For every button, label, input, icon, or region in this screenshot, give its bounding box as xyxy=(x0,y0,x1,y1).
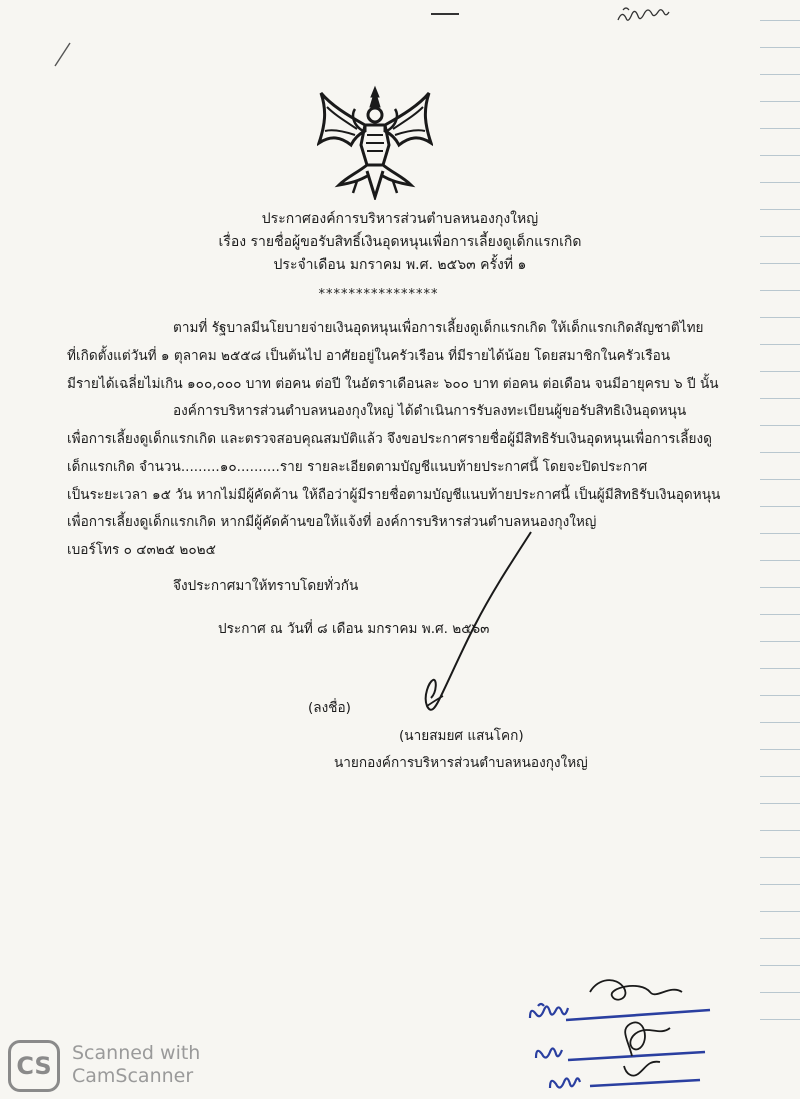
announcement-date: ประกาศ ณ วันที่ ๘ เดือน มกราคม พ.ศ. ๒๕๖๓ xyxy=(218,621,490,637)
camscanner-logo-icon: CS xyxy=(8,1040,60,1092)
paragraph-2-line-6: เบอร์โทร ๐ ๔๓๒๕ ๒๐๒๕ xyxy=(67,542,216,558)
watermark-line-2: CamScanner xyxy=(72,1065,194,1087)
handwritten-signature xyxy=(403,530,533,715)
paragraph-1-line-3: มีรายได้เฉลี่ยไม่เกิน ๑๐๐,๐๐๐ บาท ต่อคน ต่อปี ในอัตราเดือนละ ๖๐๐ บาท ต่อคน ต่อเดือน จนมีอายุครบ ๖ ปี นั้น xyxy=(67,376,719,392)
title-line-organization: ประกาศองค์การบริหารส่วนตำบลหนองกุงใหญ่ xyxy=(261,211,539,227)
paragraph-2-line-5: เพื่อการเลี้ยงดูเด็กแรกเกิด หากมีผู้คัดค้านขอให้แจ้งที่ องค์การบริหารส่วนตำบลหนองกุงใหญ่ xyxy=(67,514,597,530)
signer-name: (นายสมยศ แสนโคก) xyxy=(399,728,524,744)
notebook-rule-lines xyxy=(760,20,800,1080)
sign-label: (ลงชื่อ) xyxy=(308,700,351,716)
title-line-period: ประจำเดือน มกราคม พ.ศ. ๒๕๖๓ ครั้งที่ ๑ xyxy=(273,257,527,273)
paragraph-1-line-2: ที่เกิดตั้งแต่วันที่ ๑ ตุลาคม ๒๕๕๘ เป็นต้นไป อาศัยอยู่ในครัวเรือน ที่มีรายได้น้อย โดยสมาชิกในครัวเรือน xyxy=(67,348,671,364)
star-separator: **************** xyxy=(318,287,439,302)
garuda-emblem-icon xyxy=(317,85,433,200)
pencil-stroke-mark xyxy=(50,40,74,70)
initials-stamp xyxy=(520,970,720,1095)
closing-statement: จึงประกาศมาให้ทราบโดยทั่วกัน xyxy=(173,578,359,594)
title-line-subject: เรื่อง รายชื่อผู้ขอรับสิทธิ์เงินอุดหนุนเพื่อการเลี้ยงดูเด็กแรกเกิด xyxy=(218,234,582,250)
paragraph-2-line-4: เป็นระยะเวลา ๑๕ วัน หากไม่มีผู้คัดค้าน ให้ถือว่าผู้มีรายชื่อตามบัญชีแนบท้ายประกาศนี้ เป็นผู้มีสิทธิรับเงินอุดหนุน xyxy=(67,487,721,503)
paragraph-1-line-1: ตามที่ รัฐบาลมีนโยบายจ่ายเงินอุดหนุนเพื่อการเลี้ยงดูเด็กแรกเกิด ให้เด็กแรกเกิดสัญชาติไทย xyxy=(173,320,704,336)
paragraph-2-line-1: องค์การบริหารส่วนตำบลหนองกุงใหญ่ ได้ดำเนินการรับลงทะเบียนผู้ขอรับสิทธิเงินอุดหนุน xyxy=(173,403,687,419)
signer-position: นายกองค์การบริหารส่วนตำบลหนองกุงใหญ่ xyxy=(334,755,588,771)
camscanner-watermark xyxy=(72,1042,200,1088)
handwritten-corner-note xyxy=(615,2,675,32)
watermark-line-1: Scanned with xyxy=(72,1042,201,1064)
paragraph-2-line-3: เด็กแรกเกิด จำนวน.........๑๐..........ราย รายละเอียดตามบัญชีแนบท้ายประกาศนี้ โดยจะปิดประกาศ xyxy=(67,459,648,475)
top-dash-mark xyxy=(431,13,459,15)
paragraph-2-line-2: เพื่อการเลี้ยงดูเด็กแรกเกิด และตรวจสอบคุณสมบัติแล้ว จึงขอประกาศรายชื่อผู้มีสิทธิรับเงินอุดหนุนเพื่อการเลี้ยงดู xyxy=(67,431,712,447)
announcement-title xyxy=(0,208,800,277)
